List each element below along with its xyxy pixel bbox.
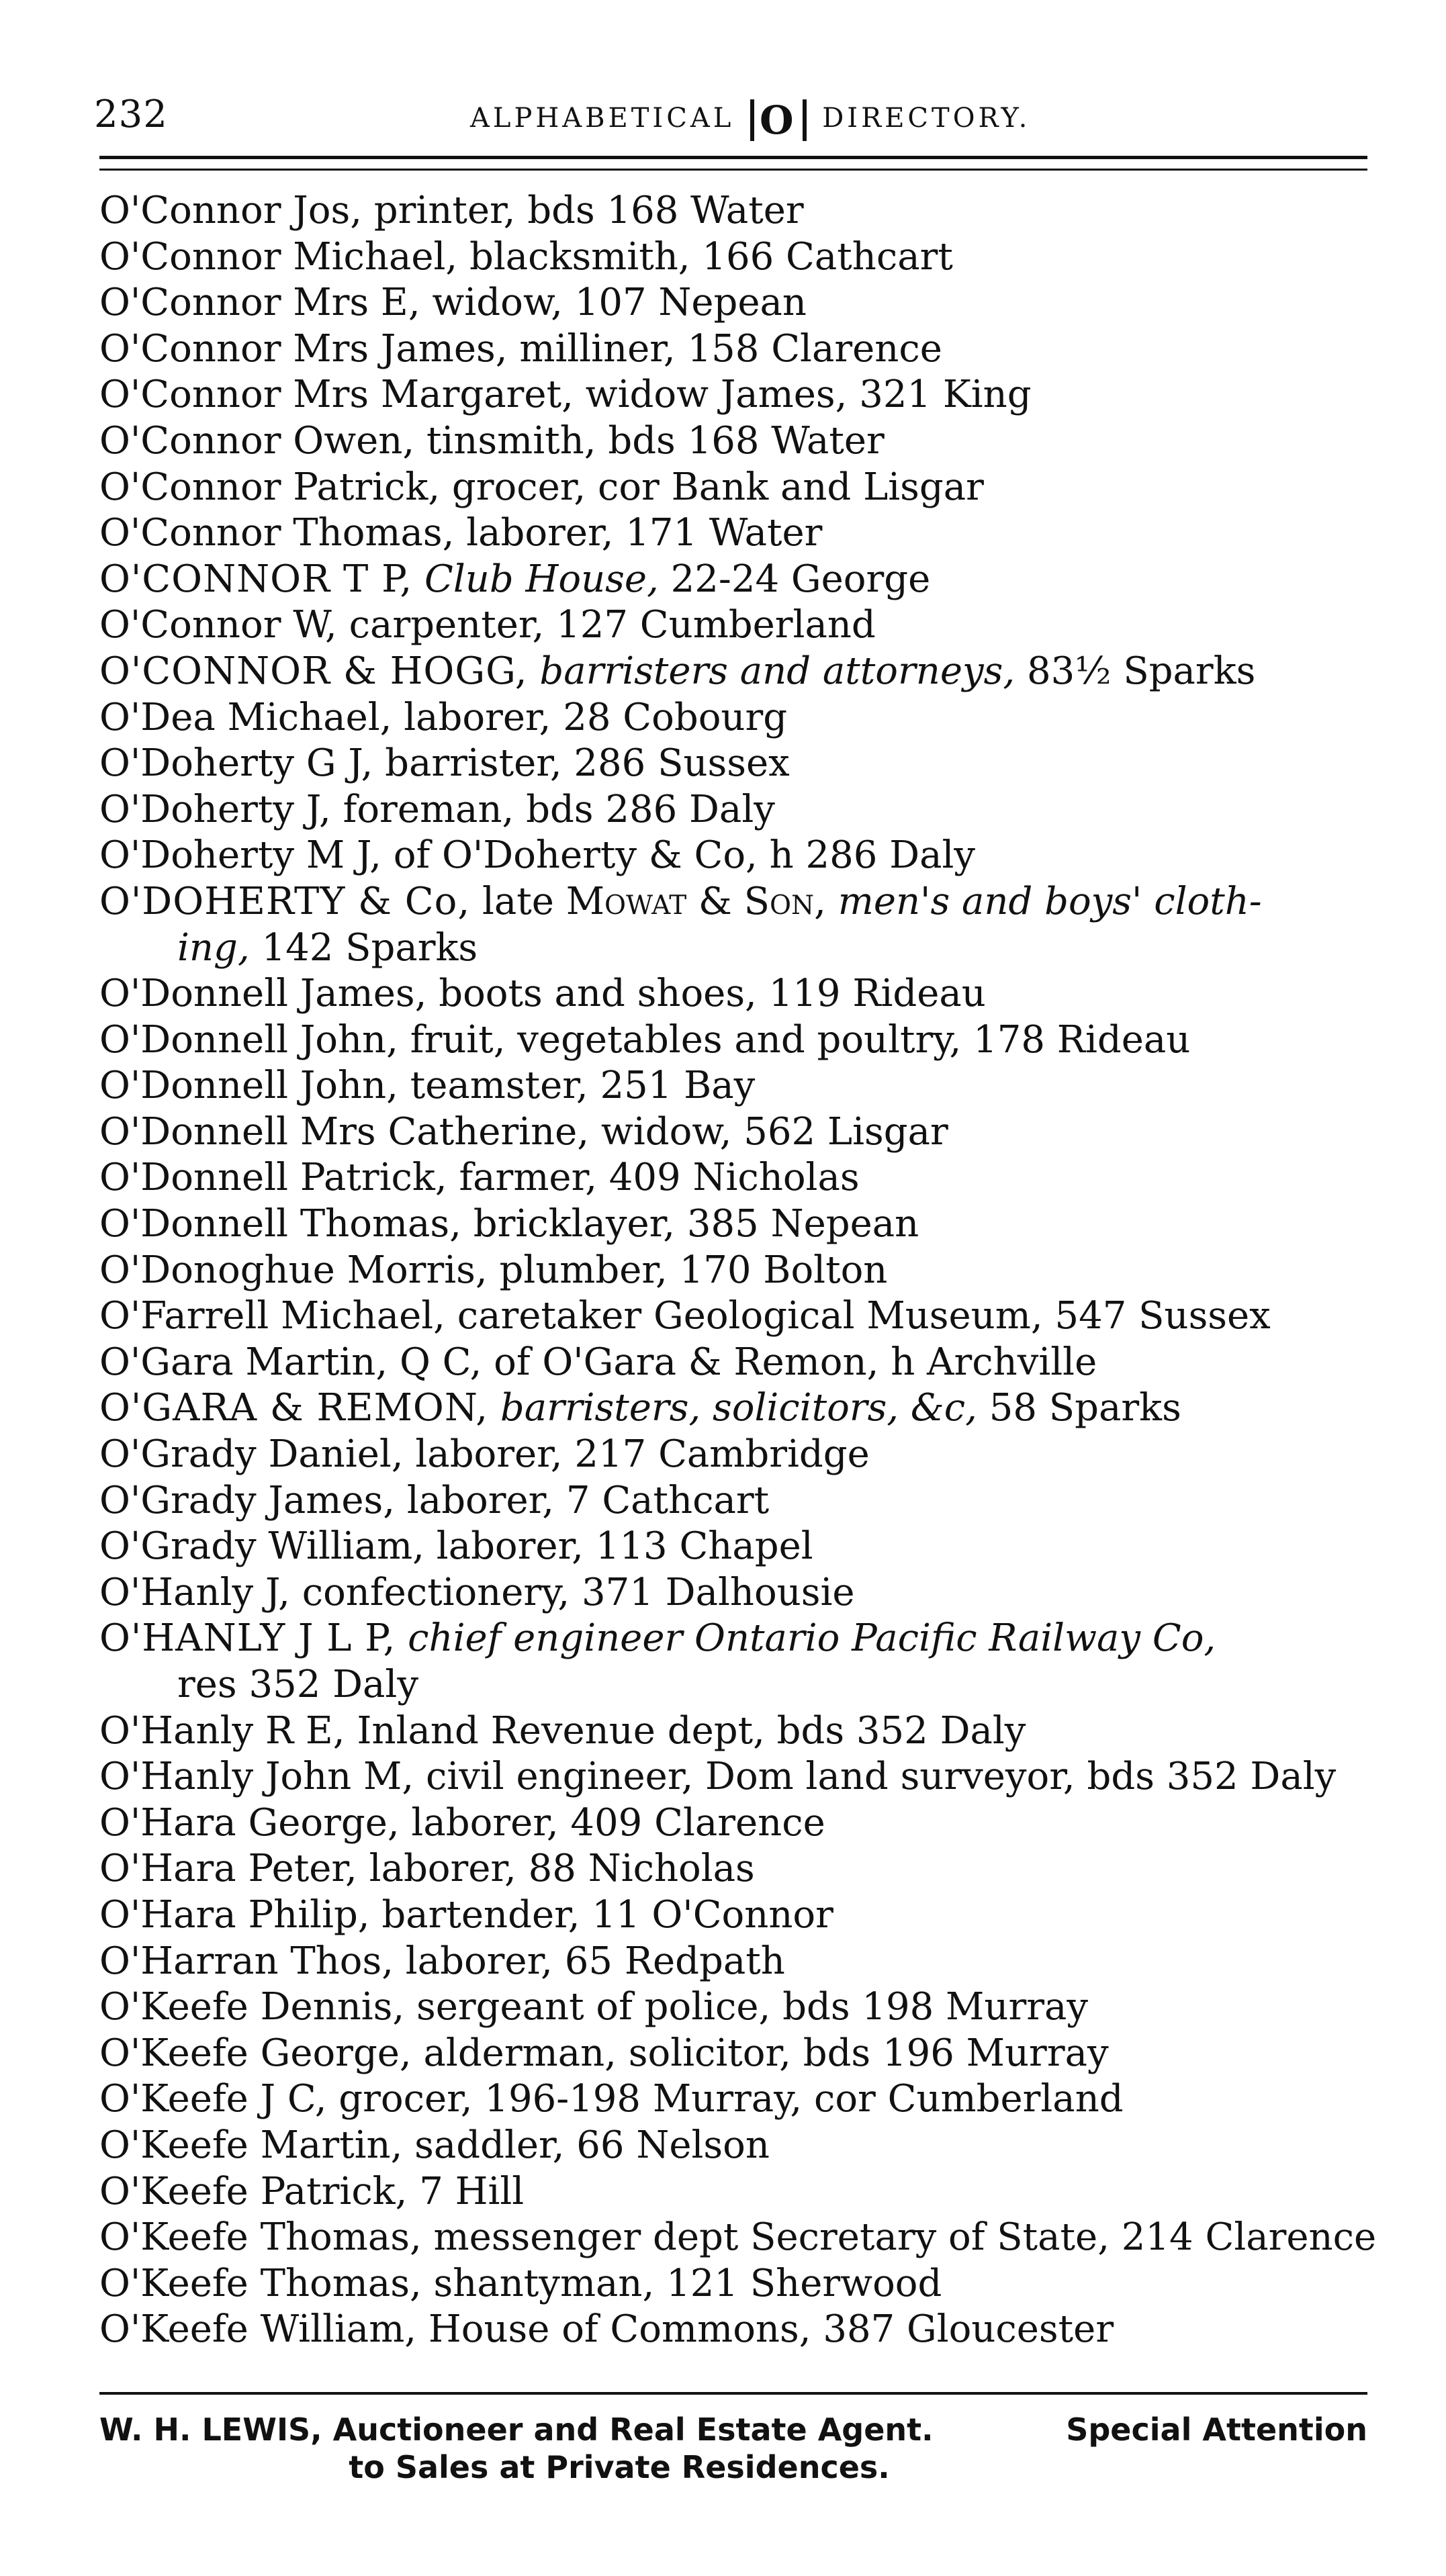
directory-entry: [99, 1478, 1370, 1524]
entry-text: O'Hanly John M, civil engineer, Dom land surveyor, bds 352 Daly: [99, 1755, 1337, 1799]
directory-entry: [99, 971, 1370, 1017]
page-header: [94, 87, 1370, 141]
entry-text: O'Connor Jos, printer, bds 168 Water: [99, 189, 804, 232]
directory-entry: [99, 1616, 1370, 1708]
entry-address: 22-24 George: [670, 557, 931, 601]
directory-entry: [99, 188, 1370, 234]
directory-entry: [99, 2169, 1370, 2215]
entry-text: O'Harran Thos, laborer, 65 Redpath: [99, 1939, 785, 1983]
directory-entry: [99, 418, 1370, 465]
directory-entry: [99, 372, 1370, 418]
running-head: [470, 99, 1030, 141]
directory-entry: [99, 510, 1370, 557]
entry-text: O'Gara Martin, Q C, of O'Gara & Remon, h Archville: [99, 1340, 1097, 1384]
footer-advertisement: [99, 2411, 1367, 2486]
directory-entry: [99, 1293, 1370, 1340]
directory-entry: [99, 833, 1370, 879]
directory-entry: [99, 234, 1370, 281]
section-letter: O: [750, 99, 807, 141]
entry-text: O'Donnell John, teamster, 251 Bay: [99, 1064, 756, 1108]
entry-text: O'Doherty G J, barrister, 286 Sussex: [99, 741, 790, 786]
directory-entry: [99, 2215, 1377, 2261]
entry-text: O'Connor Patrick, grocer, cor Bank and Lisgar: [99, 465, 984, 509]
entry-text: O'Donnell John, fruit, vegetables and poultry, 178 Rideau: [99, 1017, 1191, 1062]
entry-business: chief engineer Ontario Pacific Railway Co,: [408, 1616, 1216, 1661]
directory-entry: [99, 879, 1370, 971]
directory-entry: [99, 1524, 1370, 1570]
entry-text: O'Doherty J, foreman, bds 286 Daly: [99, 787, 775, 831]
entry-business: barristers and attorneys,: [539, 649, 1015, 693]
directory-entry: [99, 2307, 1370, 2353]
entry-business-cont: ing,: [177, 925, 250, 970]
entry-text: O'Keefe J C, grocer, 196-198 Murray, cor Cumberland: [99, 2077, 1124, 2121]
directory-entry: [99, 695, 1370, 741]
directory-entry: [99, 1892, 1370, 1939]
entry-text: O'Keefe Thomas, messenger dept Secretary of State, 214 Clarence: [99, 2215, 1377, 2260]
directory-entry: [99, 2123, 1370, 2169]
entry-text: O'Grady James, laborer, 7 Cathcart: [99, 1478, 770, 1522]
entry-name: O'CONNOR & HOGG,: [99, 649, 528, 693]
entry-text: O'Donnell Thomas, bricklayer, 385 Nepean: [99, 1202, 919, 1246]
directory-entry: [99, 1984, 1370, 2031]
footer-line-2: to Sales at Private Residences.: [349, 2449, 890, 2485]
entry-text: O'Connor Michael, blacksmith, 166 Cathcart: [99, 234, 953, 279]
entry-address: 142 Sparks: [261, 925, 478, 970]
directory-entry: [99, 1800, 1370, 1847]
entry-text: O'Connor Mrs E, widow, 107 Nepean: [99, 281, 807, 325]
entry-text: O'Doherty M J, of O'Doherty & Co, h 286 Daly: [99, 833, 976, 878]
directory-entries: [99, 188, 1377, 2353]
entry-text: O'Keefe Thomas, shantyman, 121 Sherwood: [99, 2261, 942, 2305]
directory-entry: [99, 787, 1370, 833]
entry-business: barristers, solicitors, &c,: [500, 1386, 977, 1430]
directory-entry: [99, 741, 1370, 787]
directory-entry: [99, 1432, 1370, 1478]
entry-text: O'Connor Owen, tinsmith, bds 168 Water: [99, 418, 885, 463]
entry-text: O'Connor Mrs Margaret, widow James, 321 King: [99, 373, 1032, 417]
directory-entry: [99, 649, 1370, 695]
entry-firm: Mowat & Son,: [566, 879, 826, 923]
entry-text: O'Donnell James, boots and shoes, 119 Rideau: [99, 972, 986, 1016]
directory-entry: [99, 1109, 1370, 1156]
directory-entry: [99, 1201, 1370, 1248]
footer-advertiser: W. H. LEWIS, Auctioneer and Real Estate Agent.: [99, 2411, 934, 2448]
directory-entry: [99, 1708, 1370, 1755]
directory-entry: [99, 2261, 1370, 2307]
directory-entry: [99, 1155, 1370, 1201]
directory-entry: [99, 1017, 1370, 1064]
directory-entry: [99, 2076, 1370, 2123]
entry-text: O'Connor Mrs James, milliner, 158 Clarence: [99, 326, 942, 371]
directory-entry: [99, 1570, 1370, 1616]
footer-special: Special Attention: [1066, 2411, 1367, 2448]
directory-entry: [99, 1385, 1370, 1432]
entry-text: O'Donoghue Morris, plumber, 170 Bolton: [99, 1248, 888, 1292]
entry-text: O'Hanly R E, Inland Revenue dept, bds 352 Daly: [99, 1708, 1026, 1753]
entry-text: O'Farrell Michael, caretaker Geological Museum, 547 Sussex: [99, 1294, 1271, 1338]
entry-text: O'Dea Michael, laborer, 28 Cobourg: [99, 695, 788, 739]
entry-text: O'Keefe George, alderman, solicitor, bds 196 Murray: [99, 2031, 1109, 2075]
page-number: 232: [94, 93, 168, 136]
entry-continuation: [99, 1662, 1370, 1708]
entry-name: O'HANLY J L P,: [99, 1616, 396, 1661]
directory-entry: [99, 465, 1370, 511]
directory-entry: [99, 280, 1370, 326]
entry-text: O'Hara Philip, bartender, 11 O'Connor: [99, 1892, 833, 1937]
entry-text: O'Keefe Patrick, 7 Hill: [99, 2169, 525, 2213]
running-head-left: ALPHABETICAL: [470, 103, 735, 134]
entry-text: O'Connor W, carpenter, 127 Cumberland: [99, 603, 876, 647]
directory-entry: [99, 1063, 1370, 1109]
directory-entry: [99, 1248, 1370, 1294]
entry-address: 83½ Sparks: [1026, 649, 1256, 693]
directory-entry: [99, 1754, 1370, 1800]
entry-text: O'Grady Daniel, laborer, 217 Cambridge: [99, 1432, 870, 1477]
entry-address: res 352 Daly: [177, 1663, 418, 1706]
entry-continuation: [99, 925, 1370, 972]
entry-address: 58 Sparks: [989, 1386, 1181, 1430]
header-double-rule: [99, 156, 1367, 171]
entry-text: O'Keefe Martin, saddler, 66 Nelson: [99, 2123, 770, 2167]
entry-text: O'Hara George, laborer, 409 Clarence: [99, 1800, 825, 1845]
directory-entry: [99, 326, 1370, 373]
entry-text: O'Donnell Mrs Catherine, widow, 562 Lisgar: [99, 1109, 948, 1154]
entry-name: O'GARA & REMON,: [99, 1386, 489, 1430]
entry-text: O'Grady William, laborer, 113 Chapel: [99, 1524, 813, 1569]
entry-text: O'Donnell Patrick, farmer, 409 Nicholas: [99, 1156, 860, 1200]
entry-business: Club House,: [424, 557, 659, 601]
entry-text: O'Connor Thomas, laborer, 171 Water: [99, 511, 823, 555]
directory-entry: [99, 2031, 1370, 2077]
directory-entry: [99, 557, 1370, 603]
entry-name: O'CONNOR T P,: [99, 557, 413, 601]
entry-text: O'Keefe Dennis, sergeant of police, bds 198 Murray: [99, 1985, 1089, 2029]
entry-text: O'Keefe William, House of Commons, 387 Gloucester: [99, 2307, 1114, 2352]
entry-text: late: [482, 879, 554, 923]
entry-text: O'Hara Peter, laborer, 88 Nicholas: [99, 1847, 755, 1891]
directory-entry: [99, 1939, 1370, 1985]
entry-name: O'DOHERTY & Co,: [99, 879, 471, 923]
directory-entry: [99, 602, 1370, 649]
running-head-right: DIRECTORY.: [822, 103, 1031, 134]
entry-business: men's and boys' cloth-: [838, 879, 1262, 923]
footer-rule: [99, 2392, 1367, 2395]
directory-entry: [99, 1340, 1370, 1386]
entry-text: O'Hanly J, confectionery, 371 Dalhousie: [99, 1570, 855, 1614]
directory-entry: [99, 1846, 1370, 1892]
